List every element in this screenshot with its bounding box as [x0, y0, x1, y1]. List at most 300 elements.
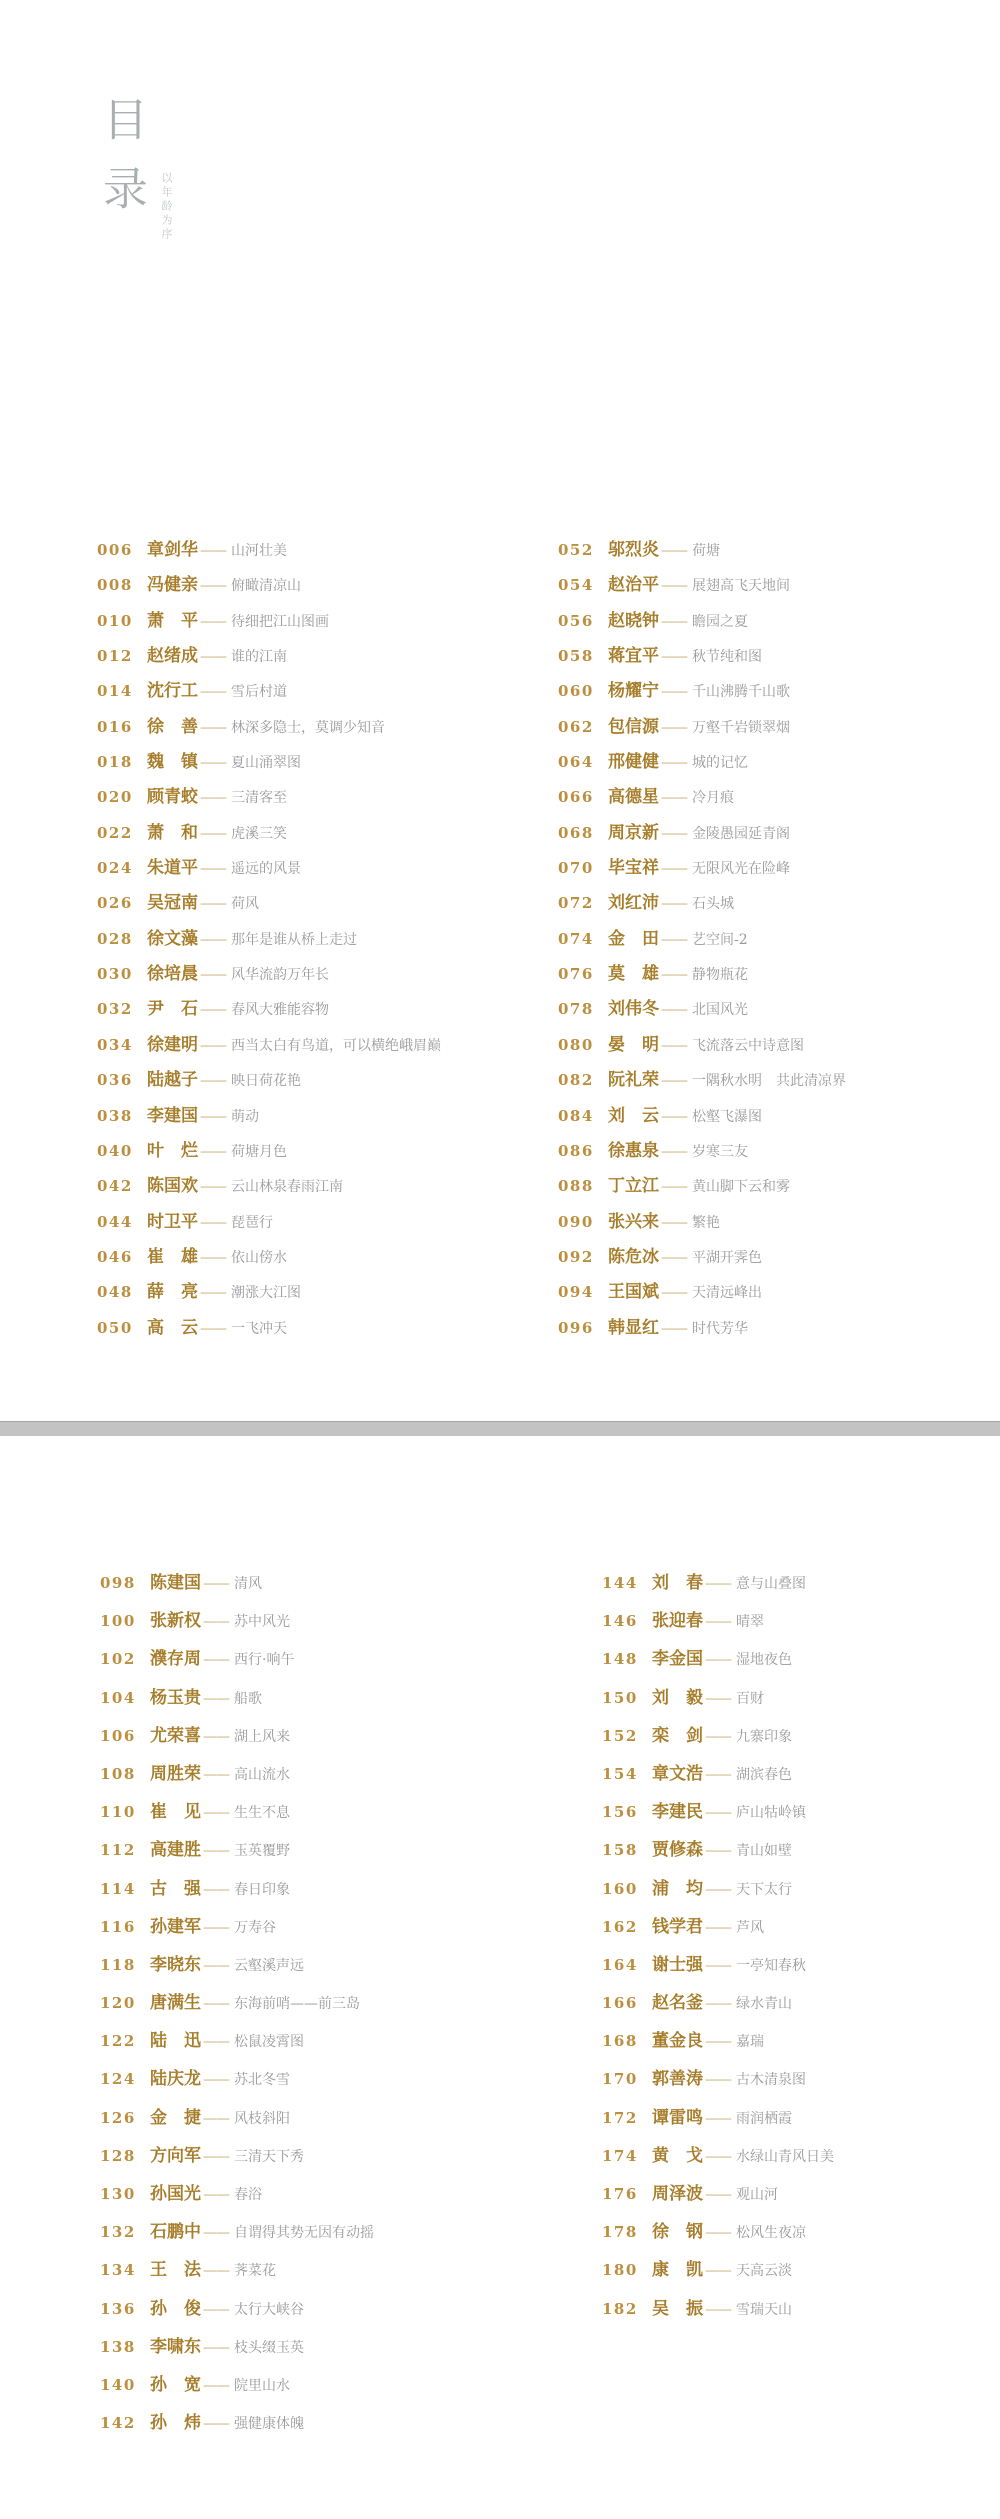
entry-artist-name: 章文浩	[652, 1763, 703, 1784]
entry-page-number: 006	[97, 541, 133, 559]
entry-dash: ——	[200, 543, 226, 559]
toc-entry	[602, 1950, 834, 1988]
toc-entry	[97, 570, 441, 605]
entry-artist-name: 孙 宽	[150, 2374, 201, 2395]
entry-page-number: 056	[558, 611, 594, 630]
entry-artist-name: 高德星	[608, 787, 659, 808]
entry-artist-name: 丁立江	[608, 1176, 659, 1197]
entry-artwork-title: 云山林泉春雨江南	[231, 1179, 343, 1196]
entry-page-number: 144	[602, 1574, 638, 1592]
entry-page-number: 164	[602, 1955, 638, 1974]
toc-entry	[100, 2408, 374, 2446]
entry-artist-name: 邢健健	[608, 752, 659, 773]
entry-artist-name: 刘红沛	[608, 893, 659, 914]
entry-artist-name: 方向军	[150, 2145, 201, 2166]
entry-artist-name: 徐 钢	[652, 2222, 703, 2243]
entry-artist-name: 孙 炜	[150, 2413, 201, 2434]
entry-page-number: 146	[602, 1612, 638, 1631]
entry-artwork-title: 那年是谁从桥上走过	[231, 931, 357, 948]
toc-entry	[100, 1568, 374, 1606]
entry-page-number: 180	[602, 2261, 638, 2280]
entry-dash: ——	[705, 1919, 731, 1936]
entry-artwork-title: 自谓得其势无因有动摇	[234, 2225, 374, 2242]
entry-artist-name: 张新权	[150, 1611, 201, 1632]
entry-artwork-title: 北国风光	[692, 1002, 748, 1019]
entry-artwork-title: 城的记忆	[692, 755, 748, 772]
entry-artist-name: 石鹏中	[150, 2222, 201, 2243]
entry-artist-name: 陆 迅	[150, 2031, 201, 2052]
entry-dash: ——	[705, 1576, 731, 1592]
entry-page-number: 054	[558, 576, 594, 595]
toc-entry	[100, 2332, 374, 2370]
entry-artist-name: 韩显红	[608, 1317, 659, 1338]
entry-dash: ——	[661, 684, 687, 701]
entry-artwork-title: 春日印象	[234, 1881, 290, 1898]
toc-entry	[602, 2294, 834, 2332]
entry-artwork-title: 荠菜花	[234, 2263, 276, 2280]
entry-page-number: 064	[558, 753, 594, 772]
entry-artwork-title: 秋节纯和图	[692, 649, 762, 666]
entry-dash: ——	[203, 2187, 229, 2203]
toc-entry	[100, 2294, 374, 2332]
toc-entry	[97, 994, 441, 1029]
entry-page-number: 138	[100, 2337, 136, 2356]
entry-artwork-title: 遥远的风景	[231, 861, 301, 878]
entry-artwork-title: 玉英覆野	[234, 1843, 290, 1860]
toc-entry	[602, 1644, 834, 1682]
toc-entry	[558, 818, 846, 853]
entry-dash: ——	[661, 1179, 687, 1196]
entry-page-number: 074	[558, 929, 594, 948]
entry-page-number: 172	[602, 2108, 638, 2127]
entry-artwork-title: 石头城	[692, 896, 734, 913]
entry-artwork-title: 水绿山青风日美	[736, 2148, 834, 2165]
toc-entry	[602, 1988, 834, 2026]
entry-artist-name: 晏 明	[608, 1034, 659, 1055]
entry-page-number: 062	[558, 717, 594, 736]
toc-entry	[97, 676, 441, 711]
entry-dash: ——	[203, 2416, 229, 2433]
toc-entry	[100, 2370, 374, 2408]
entry-artist-name: 尤荣喜	[150, 1725, 201, 1746]
entry-artwork-title: 古木清泉图	[736, 2072, 806, 2089]
entry-page-number: 048	[97, 1283, 133, 1302]
toc-entry	[100, 2064, 374, 2102]
entry-dash: ——	[200, 1285, 226, 1302]
toc-entry	[97, 853, 441, 888]
entry-artist-name: 徐文藻	[147, 928, 198, 949]
entry-artist-name: 徐培晨	[147, 964, 198, 985]
entry-dash: ——	[200, 719, 226, 736]
entry-artwork-title: 西当太白有鸟道，可以横绝峨眉巅	[231, 1037, 441, 1054]
entry-artwork-title: 观山河	[736, 2187, 778, 2203]
toc-entry	[100, 2179, 374, 2217]
toc-entry	[602, 1874, 834, 1912]
toc-entry	[558, 606, 846, 641]
entry-dash: ——	[200, 578, 226, 595]
entry-dash: ——	[203, 1614, 229, 1631]
entry-artwork-title: 展翅高飞天地间	[692, 578, 790, 595]
entry-dash: ——	[661, 931, 687, 948]
entry-page-number: 034	[97, 1035, 133, 1054]
toc-entry	[602, 1683, 834, 1721]
entry-artwork-title: 平湖开霁色	[692, 1249, 762, 1266]
entry-artwork-title: 九寨印象	[736, 1728, 792, 1745]
entry-page-number: 042	[97, 1177, 133, 1196]
entry-artwork-title: 庐山牯岭镇	[736, 1805, 806, 1822]
entry-artist-name: 古 强	[150, 1878, 201, 1899]
entry-page-number: 068	[558, 823, 594, 842]
toc-entry	[602, 2064, 834, 2102]
entry-page-number: 100	[100, 1612, 136, 1631]
toc-entry	[602, 2255, 834, 2293]
entry-dash: ——	[705, 2187, 731, 2203]
entry-page-number: 066	[558, 788, 594, 807]
toc-entry	[602, 2103, 834, 2141]
entry-artwork-title: 春风大雅能容物	[231, 1002, 329, 1019]
toc-entry	[602, 1912, 834, 1950]
entry-page-number: 158	[602, 1841, 638, 1860]
toc-entry	[558, 1207, 846, 1242]
entry-dash: ——	[200, 684, 226, 701]
entry-artist-name: 阮礼荣	[608, 1070, 659, 1091]
toc-entry	[100, 1759, 374, 1797]
entry-dash: ——	[203, 2301, 229, 2318]
entry-artist-name: 浦 均	[652, 1878, 703, 1899]
entry-dash: ——	[203, 2263, 229, 2280]
entry-dash: ——	[661, 1037, 687, 1054]
toc-entry	[602, 1568, 834, 1606]
entry-artwork-title: 荷塘	[692, 543, 720, 559]
entry-artwork-title: 晴翠	[736, 1614, 764, 1631]
entry-artist-name: 王国斌	[608, 1282, 659, 1303]
entry-artist-name: 李啸东	[150, 2336, 201, 2357]
entry-page-number: 038	[97, 1106, 133, 1125]
entry-page-number: 040	[97, 1141, 133, 1160]
entry-artwork-title: 万寿谷	[234, 1919, 276, 1936]
toc-subtitle: 以年龄为序	[160, 172, 173, 242]
entry-artist-name: 赵晓钟	[608, 610, 659, 631]
entry-dash: ——	[705, 1843, 731, 1860]
entry-page-number: 168	[602, 2032, 638, 2051]
entry-artist-name: 陈危冰	[608, 1246, 659, 1267]
entry-artwork-title: 湖上风来	[234, 1728, 290, 1745]
toc-entry	[558, 888, 846, 923]
entry-page-number: 008	[97, 576, 133, 595]
entry-dash: ——	[203, 1805, 229, 1822]
entry-dash: ——	[705, 1996, 731, 2013]
entry-dash: ——	[200, 1143, 226, 1160]
toc-entry	[97, 535, 441, 570]
entry-artist-name: 邬烈炎	[608, 540, 659, 560]
entry-dash: ——	[705, 1690, 731, 1707]
toc-entry	[558, 1242, 846, 1277]
entry-page-number: 162	[602, 1917, 638, 1936]
toc-entry	[558, 1136, 846, 1171]
entry-artist-name: 孙建军	[150, 1916, 201, 1937]
entry-artwork-title: 瞻园之夏	[692, 613, 748, 630]
entry-artist-name: 徐惠泉	[608, 1140, 659, 1161]
toc-entry	[558, 1065, 846, 1100]
entry-artist-name: 蒋宜平	[608, 646, 659, 667]
entry-artist-name: 崔 见	[150, 1802, 201, 1823]
entry-artist-name: 刘伟冬	[608, 999, 659, 1020]
entry-artist-name: 吴冠南	[147, 893, 198, 914]
entry-artist-name: 黄 戈	[652, 2145, 703, 2166]
entry-artist-name: 莫 雄	[608, 964, 659, 985]
toc-entry	[558, 1313, 846, 1348]
entry-artist-name: 冯健亲	[147, 575, 198, 596]
entry-page-number: 090	[558, 1212, 594, 1231]
entry-artwork-title: 东海前哨——前三岛	[234, 1996, 360, 2013]
entry-artwork-title: 飞流落云中诗意图	[692, 1037, 804, 1054]
entry-dash: ——	[661, 790, 687, 807]
toc-entry	[602, 1835, 834, 1873]
entry-artist-name: 李建民	[652, 1802, 703, 1823]
entry-dash: ——	[705, 2225, 731, 2242]
entry-dash: ——	[200, 1179, 226, 1196]
entry-artist-name: 尹 石	[147, 999, 198, 1020]
entry-artist-name: 孙国光	[150, 2184, 201, 2204]
entry-dash: ——	[705, 1957, 731, 1974]
entry-page-number: 178	[602, 2223, 638, 2242]
entry-artwork-title: 依山傍水	[231, 1249, 287, 1266]
entry-artist-name: 唐满生	[150, 1993, 201, 2014]
entry-artist-name: 杨耀宁	[608, 681, 659, 702]
page-title: 目录	[95, 96, 148, 234]
entry-artist-name: 陈国欢	[147, 1176, 198, 1197]
entry-artist-name: 濮存周	[150, 1649, 201, 1670]
entry-page-number: 104	[100, 1688, 136, 1707]
entry-dash: ——	[705, 1805, 731, 1822]
entry-dash: ——	[203, 1728, 229, 1745]
entry-page-number: 026	[97, 894, 133, 913]
entry-artwork-title: 三清客至	[231, 790, 287, 807]
entry-artwork-title: 金陵愚园延青阁	[692, 825, 790, 842]
entry-artwork-title: 绿水青山	[736, 1996, 792, 2013]
toc-entry	[558, 1277, 846, 1312]
entry-artwork-title: 琵琶行	[231, 1214, 273, 1231]
entry-artist-name: 赵治平	[608, 575, 659, 596]
entry-dash: ——	[661, 1320, 687, 1337]
entry-artwork-title: 无限风光在险峰	[692, 861, 790, 878]
entry-artist-name: 李金国	[652, 1649, 703, 1670]
entry-page-number: 012	[97, 647, 133, 666]
entry-dash: ——	[661, 861, 687, 878]
entry-dash: ——	[705, 2148, 731, 2165]
entry-dash: ——	[661, 967, 687, 984]
toc-column-right	[558, 535, 846, 1348]
entry-artwork-title: 艺空间-2	[692, 931, 748, 948]
toc-entry	[97, 1171, 441, 1206]
entry-page-number: 036	[97, 1071, 133, 1090]
entry-page-number: 024	[97, 859, 133, 878]
entry-page-number: 114	[100, 1879, 136, 1898]
entry-page-number: 044	[97, 1212, 133, 1231]
entry-dash: ——	[203, 1957, 229, 1974]
entry-artwork-title: 松风生夜凉	[736, 2225, 806, 2242]
entry-dash: ——	[203, 2072, 229, 2089]
entry-dash: ——	[203, 1881, 229, 1898]
entry-dash: ——	[705, 1881, 731, 1898]
entry-artwork-title: 风枝斜阳	[234, 2110, 290, 2127]
toc-entry	[100, 1606, 374, 1644]
toc-entry	[97, 606, 441, 641]
entry-artwork-title: 潮涨大江图	[231, 1285, 301, 1302]
entry-artist-name: 崔 雄	[147, 1246, 198, 1267]
entry-artwork-title: 映日荷花艳	[231, 1073, 301, 1090]
entry-page-number: 122	[100, 2032, 136, 2051]
toc-entry	[602, 1606, 834, 1644]
toc-entry	[602, 2179, 834, 2217]
entry-dash: ——	[661, 543, 687, 559]
entry-artist-name: 谭雷鸣	[652, 2107, 703, 2128]
entry-dash: ——	[661, 649, 687, 666]
toc-entry	[97, 1277, 441, 1312]
entry-page-number: 032	[97, 1000, 133, 1019]
entry-artist-name: 刘 云	[608, 1105, 659, 1126]
toc-entry	[97, 1136, 441, 1171]
entry-artwork-title: 黄山脚下云和雾	[692, 1179, 790, 1196]
entry-dash: ——	[203, 1690, 229, 1707]
entry-page-number: 118	[100, 1955, 136, 1974]
entry-page-number: 086	[558, 1141, 594, 1160]
entry-artwork-title: 时代芳华	[692, 1320, 748, 1337]
entry-dash: ——	[203, 2110, 229, 2127]
entry-dash: ——	[661, 755, 687, 772]
entry-artist-name: 钱学君	[652, 1916, 703, 1937]
entry-artist-name: 赵绪成	[147, 646, 198, 667]
toc-entry	[100, 2026, 374, 2064]
toc-entry	[100, 1912, 374, 1950]
entry-artwork-title: 青山如壁	[736, 1843, 792, 1860]
entry-artist-name: 高建胜	[150, 1840, 201, 1861]
entry-page-number: 126	[100, 2108, 136, 2127]
entry-dash: ——	[705, 2263, 731, 2280]
toc-entry	[602, 1721, 834, 1759]
entry-page-number: 078	[558, 1000, 594, 1019]
entry-page-number: 128	[100, 2146, 136, 2165]
entry-artist-name: 李建国	[147, 1105, 198, 1126]
entry-page-number: 108	[100, 1764, 136, 1783]
entry-dash: ——	[200, 825, 226, 842]
toc-entry	[100, 1721, 374, 1759]
entry-page-number: 150	[602, 1688, 638, 1707]
entry-artwork-title: 万壑千岩锁翠烟	[692, 719, 790, 736]
entry-page-number: 088	[558, 1177, 594, 1196]
entry-dash: ——	[200, 1073, 226, 1090]
toc-entry	[97, 747, 441, 782]
entry-artist-name: 包信源	[608, 716, 659, 737]
entry-artist-name: 萧 和	[147, 822, 198, 843]
entry-dash: ——	[203, 1843, 229, 1860]
entry-artist-name: 周胜荣	[150, 1763, 201, 1784]
entry-artwork-title: 谁的江南	[231, 649, 287, 666]
entry-artwork-title: 千山沸腾千山歌	[692, 684, 790, 701]
entry-page-number: 112	[100, 1841, 136, 1860]
entry-artist-name: 孙 俊	[150, 2298, 201, 2319]
entry-dash: ——	[661, 613, 687, 630]
entry-page-number: 070	[558, 859, 594, 878]
entry-artwork-title: 雪后村道	[231, 684, 287, 701]
entry-artist-name: 徐 善	[147, 716, 198, 737]
toc-entry	[558, 782, 846, 817]
toc-entry	[558, 676, 846, 711]
entry-artwork-title: 西行·响午	[234, 1652, 295, 1669]
entry-artist-name: 康 凯	[652, 2260, 703, 2281]
toc-entry	[100, 2103, 374, 2141]
entry-page-number: 050	[97, 1318, 133, 1337]
entry-artwork-title: 岁寒三友	[692, 1143, 748, 1160]
entry-dash: ——	[705, 1728, 731, 1745]
entry-artist-name: 徐建明	[147, 1034, 198, 1055]
toc-entry	[558, 1101, 846, 1136]
toc-column-left	[97, 535, 441, 1348]
entry-page-number: 160	[602, 1879, 638, 1898]
toc-entry	[602, 2026, 834, 2064]
entry-page-number: 060	[558, 682, 594, 701]
entry-artwork-title: 三清天下秀	[234, 2148, 304, 2165]
entry-artwork-title: 院里山水	[234, 2377, 290, 2394]
toc-entry	[97, 1242, 441, 1277]
entry-page-number: 076	[558, 965, 594, 984]
entry-dash: ——	[203, 2148, 229, 2165]
entry-page-number: 148	[602, 1650, 638, 1669]
entry-page-number: 020	[97, 788, 133, 807]
toc-column-right	[602, 1568, 834, 2332]
entry-artwork-title: 俯瞰清凉山	[231, 578, 301, 595]
entry-page-number: 028	[97, 929, 133, 948]
entry-artwork-title: 苏北冬雪	[234, 2072, 290, 2089]
entry-page-number: 106	[100, 1726, 136, 1745]
toc-entry	[97, 712, 441, 747]
entry-artist-name: 周泽波	[652, 2184, 703, 2204]
toc-entry	[97, 782, 441, 817]
entry-page-number: 080	[558, 1035, 594, 1054]
entry-page-number: 084	[558, 1106, 594, 1125]
entry-artwork-title: 夏山涌翠图	[231, 755, 301, 772]
entry-artwork-title: 强健康体魄	[234, 2416, 304, 2433]
entry-artist-name: 顾青蛟	[147, 787, 198, 808]
entry-artwork-title: 雨润栖霞	[736, 2110, 792, 2127]
entry-artwork-title: 太行大峡谷	[234, 2301, 304, 2318]
entry-artwork-title: 松鼠凌霄图	[234, 2034, 304, 2051]
toc-column-left	[100, 1568, 374, 2446]
entry-page-number: 124	[100, 2070, 136, 2089]
toc-entry	[602, 2217, 834, 2255]
entry-artist-name: 谢士强	[652, 1954, 703, 1975]
entry-dash: ——	[203, 2377, 229, 2394]
entry-page-number: 022	[97, 823, 133, 842]
entry-dash: ——	[200, 1320, 226, 1337]
entry-artist-name: 董金良	[652, 2031, 703, 2052]
entry-dash: ——	[203, 2339, 229, 2356]
entry-artwork-title: 天高云淡	[736, 2263, 792, 2280]
entry-dash: ——	[705, 1652, 731, 1669]
entry-dash: ——	[661, 578, 687, 595]
entry-page-number: 110	[100, 1803, 136, 1822]
entry-page-number: 166	[602, 1994, 638, 2013]
entry-page-number: 120	[100, 1994, 136, 2013]
entry-page-number: 052	[558, 541, 594, 559]
entry-artist-name: 薛 亮	[147, 1282, 198, 1303]
entry-page-number: 072	[558, 894, 594, 913]
entry-artwork-title: 嘉瑞	[736, 2034, 764, 2051]
entry-artist-name: 章剑华	[147, 540, 198, 560]
toc-entry	[602, 1797, 834, 1835]
entry-dash: ——	[200, 1214, 226, 1231]
entry-artist-name: 金 田	[608, 928, 659, 949]
